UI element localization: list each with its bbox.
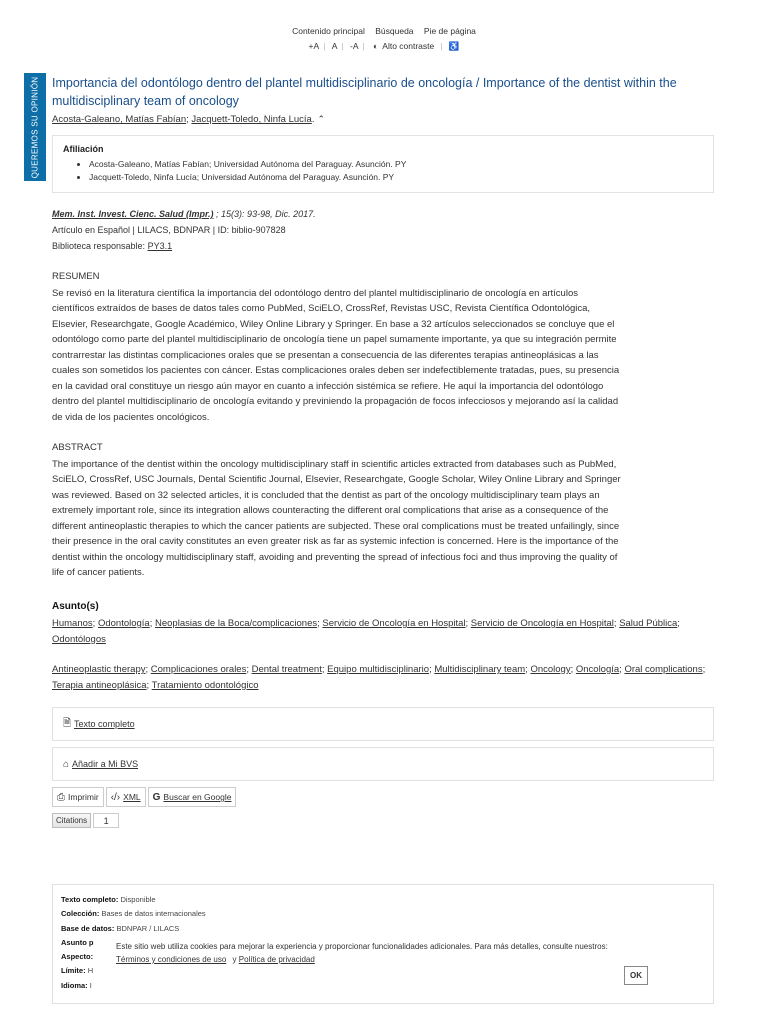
printer-icon: ⎙ (57, 791, 65, 803)
detail-label: Asunto p (61, 937, 94, 947)
detail-label: Colección: (61, 909, 100, 919)
subject-separator: ; (92, 618, 98, 629)
skip-main-content-link[interactable]: Contenido principal (292, 26, 365, 36)
cookie-ok-button[interactable]: OK (624, 966, 648, 985)
abstract-section (52, 440, 622, 581)
terms-link[interactable]: Términos y condiciones de uso (116, 955, 227, 964)
subject-separator: ; (145, 664, 151, 675)
cookie-text: Este sitio web utiliza cookies para mejorar la experiencia y proporcionar funcionalidades adicionales. Para más detalles, consulte nuestros: (116, 942, 608, 951)
article-main (52, 74, 714, 828)
subject-separator: ; (525, 664, 531, 675)
high-contrast-button[interactable] (371, 41, 436, 51)
skip-search-link[interactable]: Búsqueda (375, 26, 414, 36)
subject-separator: ; (702, 664, 706, 675)
subjects-heading: Asunto(s) (52, 600, 99, 612)
subject-link[interactable]: Odontólogos (52, 633, 106, 645)
detail-row (61, 907, 705, 921)
author-list (52, 114, 714, 125)
affiliation-heading: Afiliación (63, 144, 104, 154)
skip-footer-link[interactable]: Pie de página (423, 26, 476, 36)
document-icon: 🗎 (63, 717, 72, 729)
detail-value: I (89, 980, 92, 990)
citations-label: Citations (56, 816, 88, 825)
author-separator: ; (186, 114, 192, 125)
resumen-section (52, 269, 622, 425)
subject-link[interactable]: Tratamiento odontológico (151, 679, 259, 691)
detail-label: Límite: (61, 966, 86, 976)
chevron-up-icon[interactable]: ⌃ (317, 114, 326, 124)
detail-value: H (87, 966, 94, 976)
privacy-link[interactable]: Política de privacidad (238, 955, 315, 964)
detail-label: Aspecto: (61, 952, 94, 962)
citations-widget (52, 813, 714, 828)
subject-link[interactable]: Servicio de Oncología en Hospital (322, 618, 466, 629)
subject-separator: ; (570, 664, 576, 675)
library-code-link[interactable]: PY3.1 (147, 241, 173, 251)
subjects-section (52, 599, 714, 694)
home-icon: ⌂ (63, 758, 70, 770)
affiliation-item: • Jacquett-Toledo, Ninfa Lucía; Universidad Autónoma del Paraguay. Asunción. PY (89, 171, 703, 184)
cookie-and: y (232, 955, 237, 964)
subject-separator: ; (246, 664, 252, 675)
subject-group-keywords (52, 662, 714, 693)
subject-separator: ; (149, 618, 155, 629)
subject-link[interactable]: Multidisciplinary team (434, 664, 526, 675)
subject-link[interactable]: Complicaciones orales (150, 664, 247, 675)
subject-separator: ; (619, 664, 625, 675)
subject-separator: ; (613, 618, 620, 629)
subject-link[interactable]: Servicio de Oncología en Hospital (470, 618, 614, 629)
citations-badge[interactable] (52, 813, 91, 828)
subject-link[interactable]: Antineoplastic therapy (52, 664, 146, 675)
cookie-banner (106, 934, 658, 992)
subject-separator: ; (317, 618, 323, 629)
subject-separator: ; (146, 679, 152, 691)
citation-text: ; 15(3): 93-98, Dic. 2017. (213, 209, 316, 219)
detail-value: BDNPAR / LILACS (116, 923, 180, 933)
citations-count: 1 (93, 813, 119, 828)
author-link[interactable]: Acosta-Galeano, Matías Fabían (52, 114, 187, 125)
print-label: Imprimir (68, 792, 99, 802)
font-normal-button[interactable]: A (331, 41, 338, 51)
add-to-my-bvs-link[interactable]: Añadir a Mi BVS (72, 759, 139, 769)
google-search-button[interactable] (148, 787, 237, 807)
feedback-tab-label: QUEREMOS SU OPINIÓN (30, 76, 40, 178)
resumen-text: Se revisó en la literatura científica la importancia del odontólogo dentro del plantel multidisciplinario de oncología en artículos científicos extraídos de bases de datos tales como PubMed, SciELO, CrossRef, Revistas USC, Revista Científica Odontológica, Elsevier, Researchgate, Google Académico, Wiley Online Library y Springer. En base a 32 artículos seleccionados se concluye que el odontólogo como parte del plantel multidisciplinario de oncología tiene un papel sumamente importante, ya que su integración permite contrarrestar las distintas complicaciones orales que se presentan a consecuencia de las diferentes terapias antineoplásicas a las cuales son sometidos los pacientes con cáncer. Estas complicaciones orales deben ser indefectiblemente tratadas, pues, su presencia en la cavidad oral constituye un riesgo aún mayor en cuanto a infección sistémica se refiere. He aquí la importancia del odontólogo dentro del plantel multidisciplinario de oncología evitando y previniendo la propagación de focos infecciosos y mejorando así la calidad de vida de los pacientes oncológicos. (52, 287, 620, 423)
author-end: . (311, 114, 315, 125)
tools-bar (52, 787, 714, 807)
high-contrast-label: Alto contraste (382, 41, 435, 51)
subject-link[interactable]: Dental treatment (251, 664, 322, 675)
google-icon: G (152, 791, 161, 803)
article-title: Importancia del odontólogo dentro del plantel multidisciplinario de oncología / Importance of the dentist within the multidisciplinary team of oncology (52, 76, 677, 108)
contrast-icon: ◐ (373, 41, 379, 51)
subject-separator: ; (677, 618, 680, 629)
abstract-text: The importance of the dentist within the oncology multidisciplinary staff in scientific articles extracted from databases such as PubMed, SciELO, CrossRef, USC Journals, Dental Scientific Journal, Elsevier, Researchgate, Google Scholar, Wiley Online Library and Springer was reviewed. Based on 32 selected articles, it is concluded that the dentist as part of the oncology multidisciplinary team plays an extremely important role, since its integration allows counteracting the different oral complications that arise as a consequence of the different antineoplastic therapies to which the cancer patients are subjected. These oral complications must be treated unfailingly, since their presence in the oral cavity constitutes an even greater risk as far as systemic infection is concerned. Here is the importance of the dentist within the oncology multidisciplinary staff, avoiding and preventing the spread of infectious foci and thus improving the quality of life of cancer patients. (52, 458, 621, 578)
detail-value: Disponible (120, 895, 156, 904)
detail-row (61, 893, 705, 907)
add-bvs-box (52, 747, 714, 781)
subject-separator: ; (321, 664, 328, 675)
affiliation-box (52, 135, 714, 193)
wheelchair-icon[interactable]: ♿ (448, 41, 460, 51)
citation-info (52, 206, 714, 254)
xml-label: XML (123, 792, 141, 802)
code-icon: ‹/› (110, 791, 121, 803)
resumen-label: RESUMEN (52, 271, 100, 282)
subject-separator: ; (465, 618, 471, 629)
affiliation-item: • Acosta-Galeano, Matías Fabían; Universidad Autónoma del Paraguay. Asunción. PY (89, 158, 703, 171)
subject-link[interactable]: Oncology (530, 664, 571, 675)
subject-link[interactable]: Terapia antineoplásica (52, 679, 147, 691)
full-text-link[interactable]: Texto completo (74, 719, 135, 729)
accessibility-bar: Contenido principal Búsqueda Pie de página +A | A | -A | ◐ Alto contraste | ♿ (292, 26, 476, 51)
detail-label: Texto completo: (61, 895, 119, 904)
subject-link[interactable]: Humanos (52, 618, 93, 629)
subject-group-mesh (52, 616, 714, 647)
subject-separator: ; (429, 664, 435, 675)
article-type-line: Artículo en Español | LILACS, BDNPAR | ID: biblio-907828 (52, 225, 286, 235)
subject-link[interactable]: Equipo multidisciplinario (327, 664, 430, 675)
subject-link[interactable]: Oral complications (624, 664, 703, 675)
font-decrease-button[interactable]: -A (350, 41, 359, 51)
author-link[interactable]: Jacquett-Toledo, Ninfa Lucía (191, 114, 312, 125)
library-label: Biblioteca responsable: (52, 241, 148, 251)
full-text-box (52, 707, 714, 741)
affiliation-list (63, 158, 703, 184)
print-button[interactable] (52, 787, 104, 807)
detail-value: Bases de datos internacionales (101, 909, 206, 919)
subject-link[interactable]: Odontología (97, 618, 150, 629)
subject-link[interactable]: Salud Pública (619, 618, 678, 629)
subject-link[interactable]: Oncología (575, 664, 620, 675)
xml-button[interactable] (106, 787, 146, 807)
detail-label: Base de datos: (61, 923, 115, 933)
abstract-label: ABSTRACT (52, 442, 103, 453)
subject-link[interactable]: Neoplasias de la Boca/complicaciones (155, 618, 318, 629)
detail-label: Idioma: (61, 980, 88, 990)
feedback-tab[interactable] (24, 73, 46, 181)
journal-link[interactable]: Mem. Inst. Invest. Cienc. Salud (Impr.) (52, 209, 214, 219)
font-increase-button[interactable]: +A (308, 41, 320, 51)
google-search-label: Buscar en Google (163, 792, 232, 802)
